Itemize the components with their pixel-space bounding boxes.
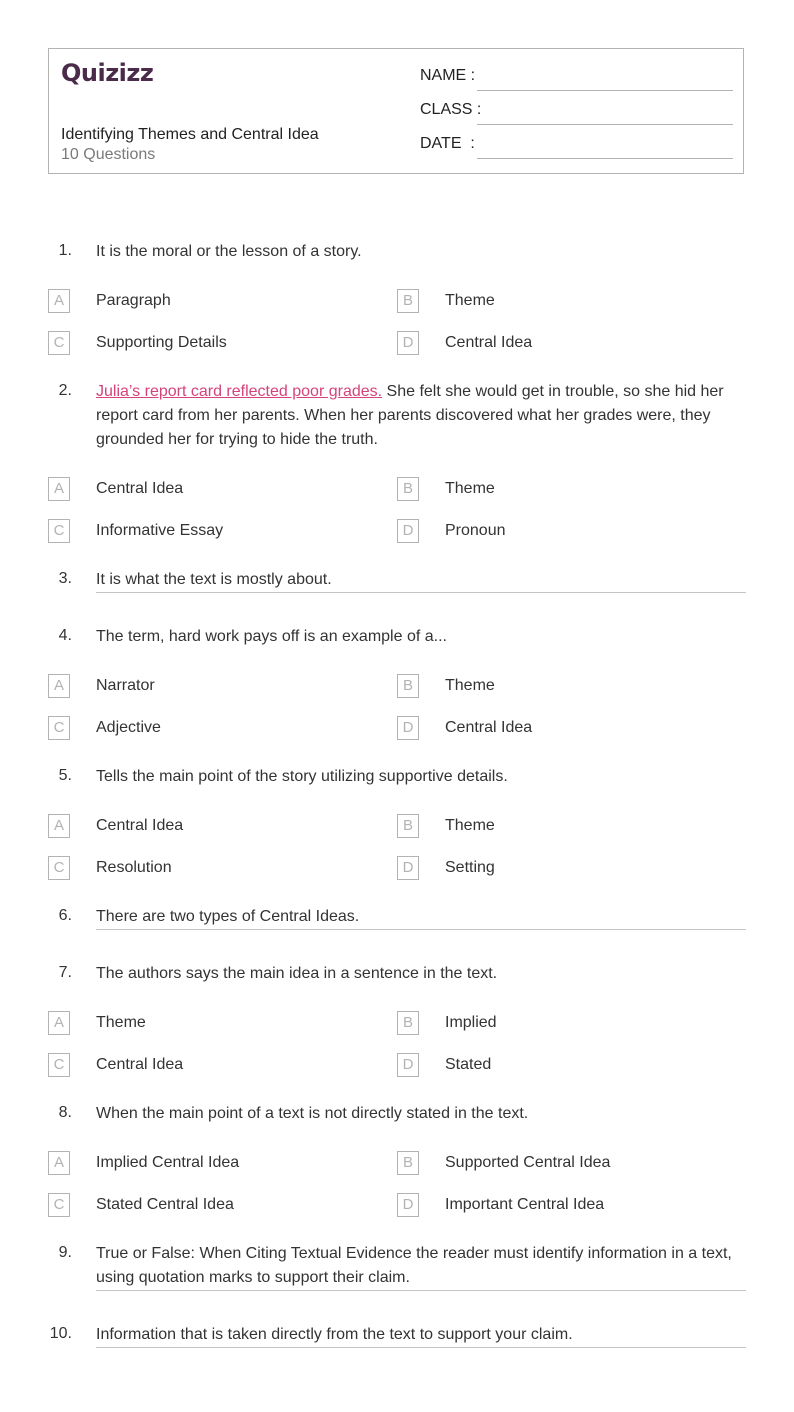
option-text: Stated bbox=[445, 1056, 492, 1073]
question-number: 6. bbox=[58, 907, 72, 924]
answer-line[interactable] bbox=[96, 1347, 746, 1348]
option-letter-box[interactable]: D bbox=[397, 519, 419, 543]
question-number: 2. bbox=[58, 382, 72, 399]
question-number: 1. bbox=[58, 242, 72, 259]
question-text: Information that is taken directly from the text to support your claim. bbox=[96, 1326, 573, 1343]
option-text: Paragraph bbox=[96, 292, 171, 309]
option-letter-box[interactable]: B bbox=[397, 1011, 419, 1035]
date-label: DATE : bbox=[420, 135, 475, 152]
question-text: The authors says the main idea in a sentence in the text. bbox=[96, 965, 498, 982]
option-text: Informative Essay bbox=[96, 522, 224, 539]
option-text: Important Central Idea bbox=[445, 1196, 605, 1213]
option-letter-box[interactable]: B bbox=[397, 674, 419, 698]
question-text: It is what the text is mostly about. bbox=[96, 571, 332, 588]
option-letter-box[interactable]: D bbox=[397, 1053, 419, 1077]
option-letter-box[interactable]: A bbox=[48, 814, 70, 838]
option-text: Resolution bbox=[96, 859, 172, 876]
option-text: Central Idea bbox=[96, 1056, 184, 1073]
quizizz-logo: Quizizz bbox=[61, 59, 154, 87]
answer-line[interactable] bbox=[96, 592, 746, 593]
question-number: 4. bbox=[58, 627, 72, 644]
option-text: Central Idea bbox=[96, 480, 184, 497]
option-letter-box[interactable]: C bbox=[48, 1193, 70, 1217]
class-line bbox=[477, 124, 733, 125]
name-line bbox=[477, 90, 733, 91]
option-text: Adjective bbox=[96, 719, 161, 736]
option-text: Supported Central Idea bbox=[445, 1154, 611, 1171]
option-letter-box[interactable]: D bbox=[397, 856, 419, 880]
question-text: There are two types of Central Ideas. bbox=[96, 908, 360, 925]
question-text: The term, hard work pays off is an example of a... bbox=[96, 628, 447, 645]
question-text-body: She felt she would get in trouble, so she hid her report card from her parents. When her parents discovered what her grades were, they grounded her for trying to hide the truth. bbox=[96, 383, 724, 448]
question-number: 3. bbox=[58, 570, 72, 587]
option-letter-box[interactable]: A bbox=[48, 674, 70, 698]
question-number: 5. bbox=[58, 767, 72, 784]
option-letter-box[interactable]: C bbox=[48, 716, 70, 740]
question-count: 10 Questions bbox=[61, 146, 156, 163]
option-letter-box[interactable]: B bbox=[397, 1151, 419, 1175]
option-letter-box[interactable]: C bbox=[48, 856, 70, 880]
option-letter-box[interactable]: D bbox=[397, 331, 419, 355]
worksheet-header bbox=[48, 48, 744, 174]
option-text: Central Idea bbox=[445, 334, 533, 351]
option-text: Theme bbox=[445, 677, 495, 694]
option-text: Pronoun bbox=[445, 522, 506, 539]
option-text: Implied Central Idea bbox=[96, 1154, 240, 1171]
option-letter-box[interactable]: B bbox=[397, 814, 419, 838]
highlighted-passage-link[interactable]: Julia’s report card reflected poor grades. bbox=[96, 383, 383, 400]
option-letter-box[interactable]: C bbox=[48, 519, 70, 543]
option-letter-box[interactable]: B bbox=[397, 289, 419, 313]
option-letter-box[interactable]: B bbox=[397, 477, 419, 501]
option-text: Supporting Details bbox=[96, 334, 227, 351]
option-text: Central Idea bbox=[445, 719, 533, 736]
option-text: Stated Central Idea bbox=[96, 1196, 234, 1213]
option-letter-box[interactable]: C bbox=[48, 331, 70, 355]
name-field[interactable] bbox=[420, 67, 733, 91]
class-field[interactable] bbox=[420, 101, 733, 125]
option-text: Narrator bbox=[96, 677, 155, 694]
question-number: 9. bbox=[58, 1244, 72, 1261]
name-label: NAME : bbox=[420, 67, 476, 84]
answer-line[interactable] bbox=[96, 929, 746, 930]
question-number: 7. bbox=[58, 964, 72, 981]
option-text: Theme bbox=[445, 480, 495, 497]
option-letter-box[interactable]: D bbox=[397, 1193, 419, 1217]
option-letter-box[interactable]: D bbox=[397, 716, 419, 740]
answer-line[interactable] bbox=[96, 1290, 746, 1291]
option-text: Implied bbox=[445, 1014, 497, 1031]
date-line bbox=[477, 158, 733, 159]
question-text bbox=[96, 380, 746, 452]
option-text: Theme bbox=[445, 292, 495, 309]
question-number: 8. bbox=[58, 1104, 72, 1121]
option-text: Setting bbox=[445, 859, 495, 876]
question-text: When the main point of a text is not directly stated in the text. bbox=[96, 1105, 529, 1122]
option-letter-box[interactable]: A bbox=[48, 1151, 70, 1175]
question-number: 10. bbox=[49, 1325, 72, 1342]
option-text: Central Idea bbox=[96, 817, 184, 834]
date-field[interactable] bbox=[420, 135, 733, 159]
question-text: Tells the main point of the story utilizing supportive details. bbox=[96, 768, 508, 785]
worksheet-title: Identifying Themes and Central Idea bbox=[61, 126, 319, 143]
option-text: Theme bbox=[96, 1014, 146, 1031]
question-text: It is the moral or the lesson of a story. bbox=[96, 243, 362, 260]
question-text: True or False: When Citing Textual Evidence the reader must identify information in a text, using quotation marks to support their claim. bbox=[96, 1245, 732, 1286]
option-text: Theme bbox=[445, 817, 495, 834]
option-letter-box[interactable]: A bbox=[48, 289, 70, 313]
option-letter-box[interactable]: A bbox=[48, 477, 70, 501]
option-letter-box[interactable]: A bbox=[48, 1011, 70, 1035]
class-label: CLASS : bbox=[420, 101, 482, 118]
option-letter-box[interactable]: C bbox=[48, 1053, 70, 1077]
